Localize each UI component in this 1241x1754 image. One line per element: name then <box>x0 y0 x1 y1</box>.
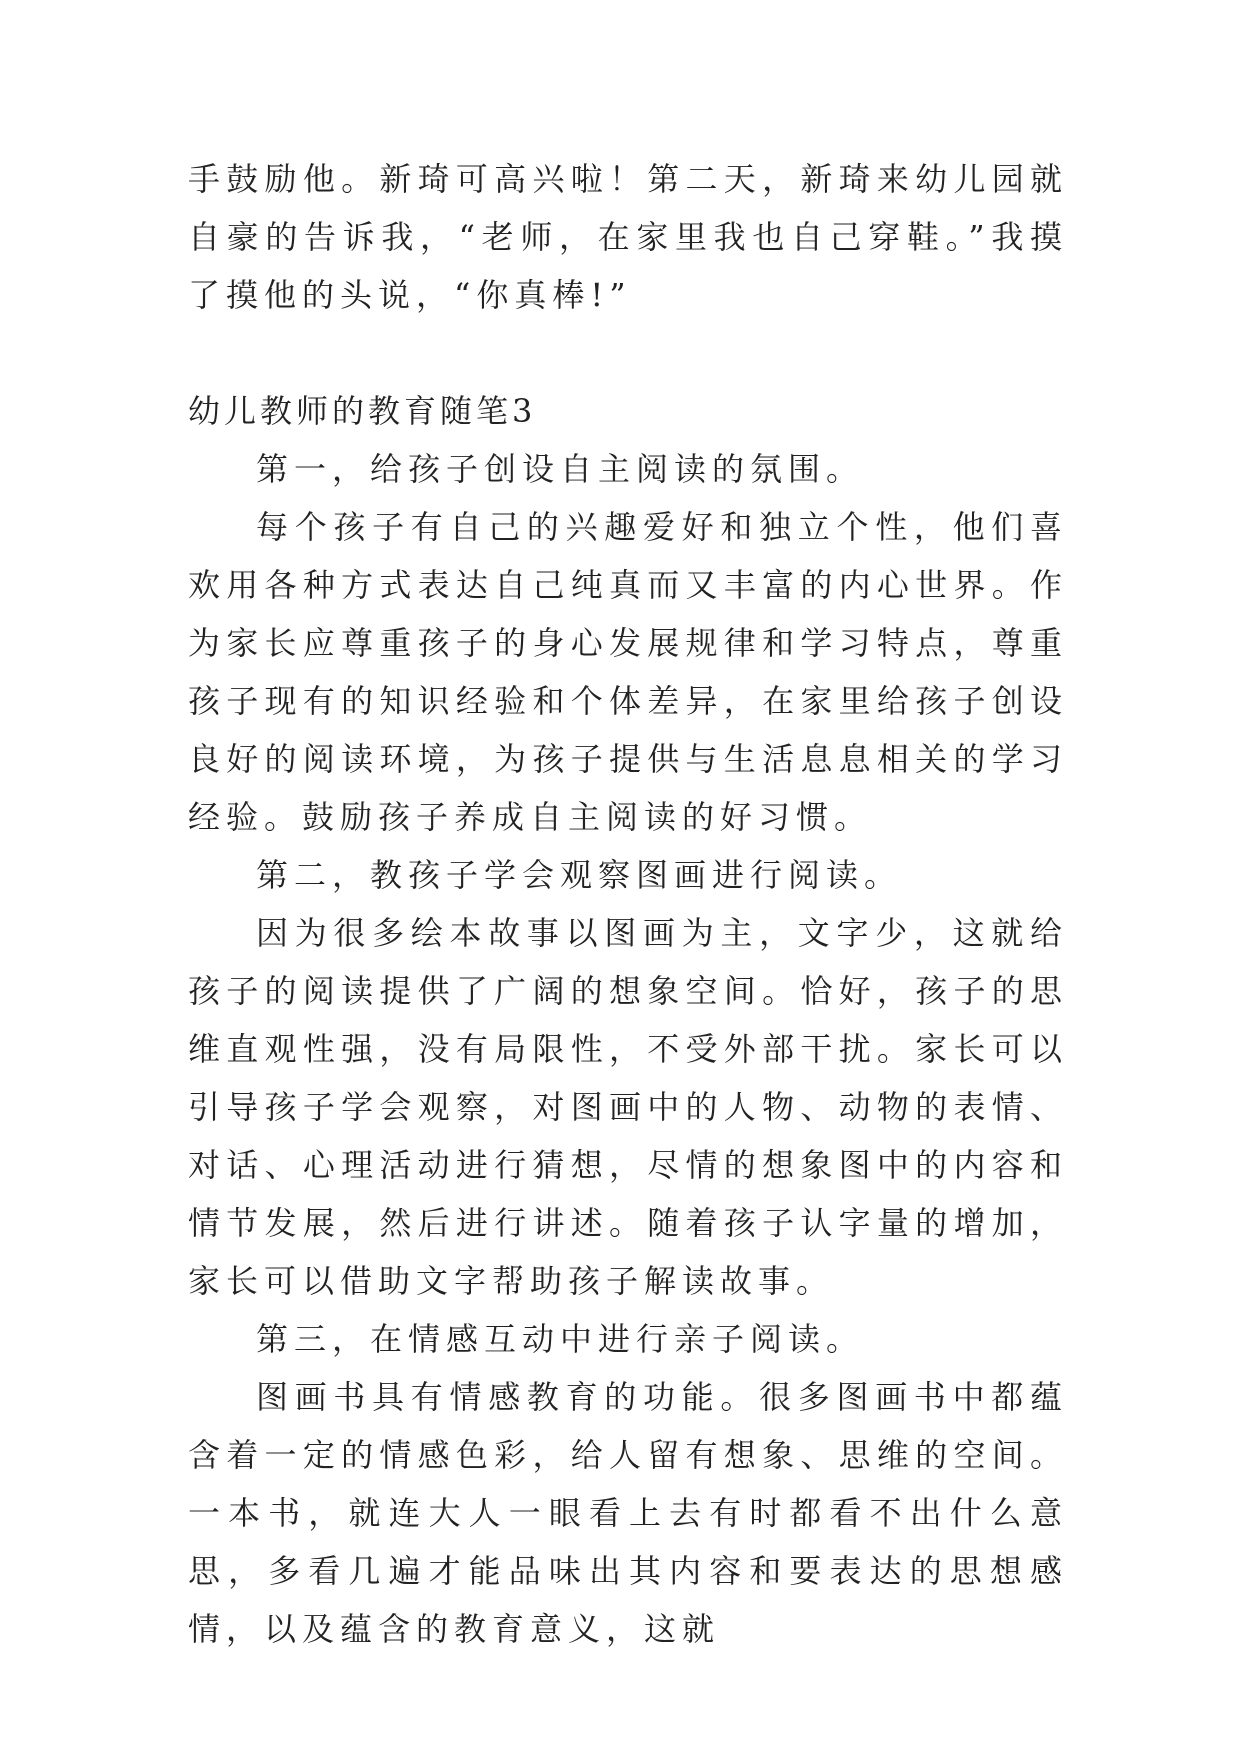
paragraph-heading-1: 第一，给孩子创设自主阅读的氛围。 <box>256 450 865 488</box>
paragraph-2: 因为很多绘本故事以图画为主，文字少，这就给孩子的阅读提供了广阔的想象空间。恰好，孩子的思维直观性强，没有局限性，不受外部干扰。家长可以引导孩子学会观察，对图画中的人物、动物的表情、对话、心理活动进行猜想，尽情的想象图中的内容和情节发展，然后进行讲述。随着孩子认字量的增加，家长可以借助文字帮助孩子解读故事。 <box>188 914 1068 1300</box>
continuation-paragraph: 手鼓励他。新琦可高兴啦！第二天，新琦来幼儿园就自豪的告诉我，“老师，在家里我也自己穿鞋。”我摸了摸他的头说，“你真棒!” <box>188 160 1068 314</box>
paragraph-heading-2: 第二，教孩子学会观察图画进行阅读。 <box>256 856 903 894</box>
section-title: 幼儿教师的教育随笔3 <box>188 392 537 430</box>
paragraph-3: 图画书具有情感教育的功能。很多图画书中都蕴含着一定的情感色彩，给人留有想象、思维的空间。一本书，就连大人一眼看上去有时都看不出什么意思，多看几遍才能品味出其内容和要表达的思想感情，以及蕴含的教育意义，这就 <box>188 1378 1068 1648</box>
paragraph-1: 每个孩子有自己的兴趣爱好和独立个性，他们喜欢用各种方式表达自己纯真而又丰富的内心世界。作为家长应尊重孩子的身心发展规律和学习特点，尊重孩子现有的知识经验和个体差异，在家里给孩子创设良好的阅读环境，为孩子提供与生活息息相关的学习经验。鼓励孩子养成自主阅读的好习惯。 <box>188 508 1068 836</box>
section-gap <box>188 324 1068 382</box>
document-body <box>188 150 1068 1658</box>
paragraph-heading-3: 第三，在情感互动中进行亲子阅读。 <box>256 1320 865 1358</box>
